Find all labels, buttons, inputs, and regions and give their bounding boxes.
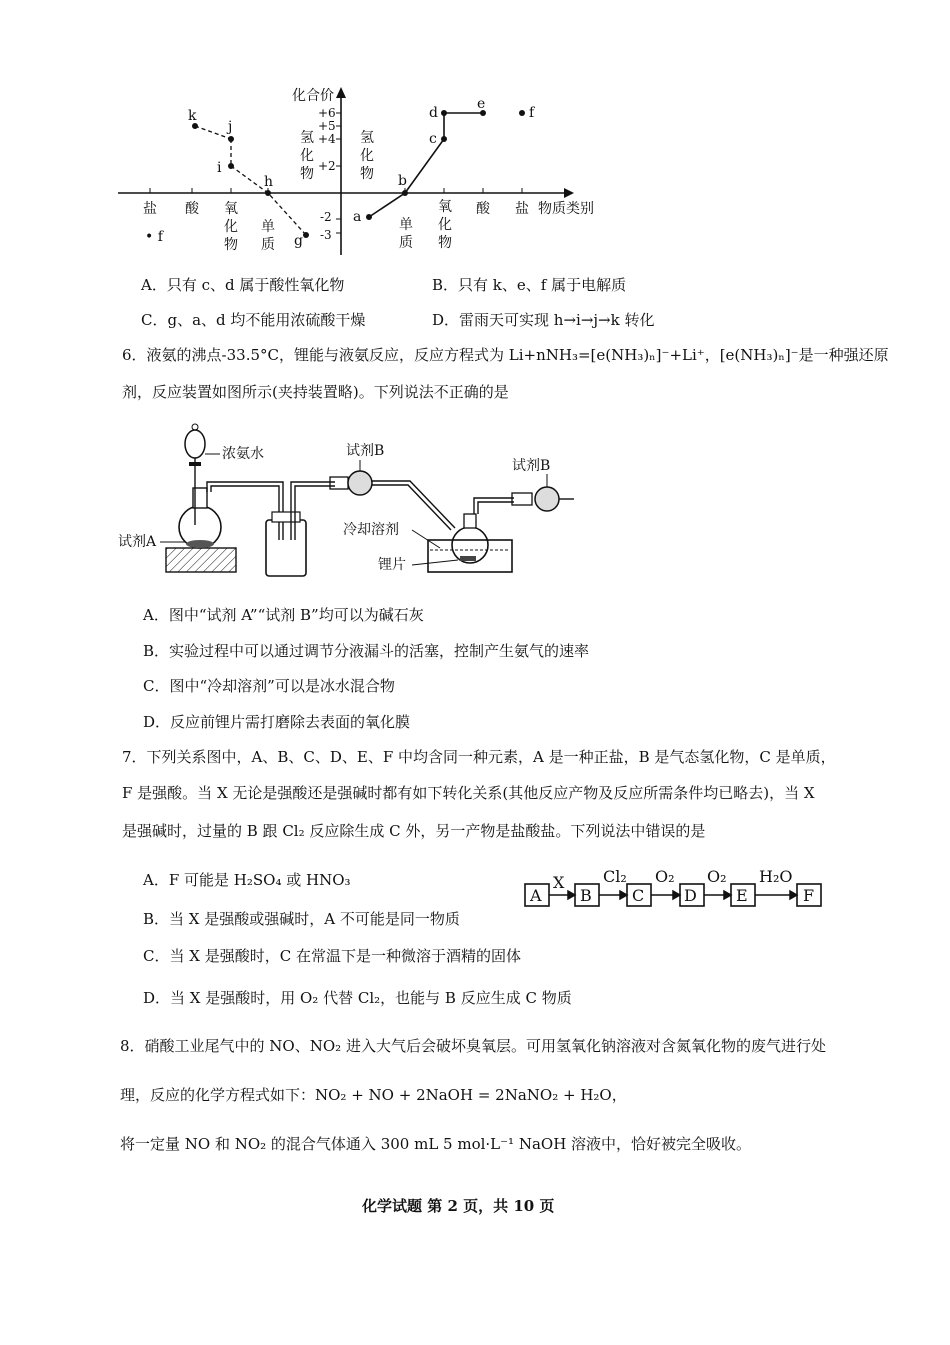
hydride-label-left — [300, 130, 314, 182]
svg-text:B: B — [580, 886, 592, 905]
q7-stem-line1: 7．下列关系图中，A、B、C、D、E、F 中均含同一种元素，A 是一种正盐，B 是气态氢化物，C 是单质， — [122, 748, 836, 766]
left-series-dashed — [195, 126, 231, 139]
svg-text:氢: 氢 — [300, 130, 314, 146]
point-f-left: • f — [145, 229, 163, 245]
q7-option-d: D．当 X 是强酸时，用 O₂ 代替 Cl₂，也能与 B 反应生成 C 物质 — [143, 989, 572, 1007]
funnel-stopper — [192, 424, 198, 430]
flow-arrow-label-h2o: H₂O — [759, 867, 793, 886]
q7-stem-line2: F 是强酸。当 X 无论是强酸还是强碱时都有如下转化关系(其他反应产物及反应所需条件均已略去)，当 X — [122, 784, 815, 802]
category-acid-right: 酸 — [476, 201, 490, 217]
conversion-flow-diagram — [515, 860, 835, 912]
point-c-label: c — [429, 131, 437, 147]
svg-text:质: 质 — [261, 237, 275, 253]
y-tick-label: -3 — [320, 228, 332, 242]
svg-text:单: 单 — [261, 219, 275, 235]
point-j-label: j — [228, 119, 233, 135]
q7-stem-line3: 是强碱时，过量的 B 跟 Cl₂ 反应除生成 C 外，另一产物是盐酸盐。下列说法中错误的是 — [122, 822, 706, 840]
heating-block — [166, 548, 236, 572]
q5-option-a: A．只有 c、d 属于酸性氧化物 — [141, 276, 345, 294]
flow-arrow-label-o2-2: O₂ — [707, 867, 727, 886]
category-element-left — [261, 219, 275, 253]
q7-option-a: A．F 可能是 H₂SO₄ 或 HNO₃ — [143, 871, 351, 889]
category-oxide-left — [224, 201, 238, 253]
point-i — [228, 163, 234, 169]
q6-option-b: B．实验过程中可以通过调节分液漏斗的活塞，控制产生氨气的速率 — [143, 642, 590, 660]
right-series-line — [369, 113, 483, 217]
x-axis-arrow — [564, 188, 574, 198]
q5-option-c: C．g、a、d 均不能用浓硫酸干燥 — [141, 311, 366, 329]
label-reagent-a: 试剂A — [118, 534, 157, 550]
q6-option-a: A．图中“试剂 A”“试剂 B”均可以为碱石灰 — [143, 606, 424, 624]
svg-text:化: 化 — [300, 148, 314, 164]
drying-tube-b2 — [535, 487, 559, 511]
svg-text:C: C — [632, 886, 645, 905]
y-tick-label: +4 — [318, 132, 336, 146]
label-coolant: 冷却溶剂 — [343, 522, 399, 538]
point-a-label: a — [353, 209, 362, 225]
point-b — [402, 190, 408, 196]
svg-text:物: 物 — [300, 166, 314, 182]
q7-option-b: B．当 X 是强酸或强碱时，A 不可能是同一物质 — [143, 910, 460, 928]
svg-text:化: 化 — [360, 148, 374, 164]
x-axis-label: 物质类别 — [538, 201, 594, 217]
q5-option-d: D．雷雨天可实现 h→i→j→k 转化 — [432, 311, 655, 329]
flow-arrow-label-x: X — [553, 873, 565, 892]
gas-tube-2 — [291, 482, 335, 540]
y-ticks — [318, 106, 341, 242]
point-h — [265, 190, 271, 196]
category-salt-left: 盐 — [143, 201, 157, 217]
y-axis-arrow — [336, 87, 346, 98]
q5-option-b: B．只有 k、e、f 属于电解质 — [432, 276, 627, 294]
point-h-label: h — [264, 174, 274, 190]
category-salt-right: 盐 — [515, 201, 529, 217]
svg-text:氧: 氧 — [224, 201, 238, 217]
point-g-label: g — [294, 233, 303, 249]
hydride-label-right — [360, 130, 374, 182]
reagent-a-solid — [186, 540, 214, 548]
svg-text:D: D — [684, 886, 697, 905]
svg-text:氧: 氧 — [438, 199, 452, 215]
q6-stem-line2: 剂，反应装置如图所示(夹持装置略)。下列说法不正确的是 — [122, 383, 509, 401]
page-footer: 化学试题 第 2 页，共 10 页 — [362, 1197, 555, 1215]
q6-option-d: D．反应前锂片需打磨除去表面的氧化膜 — [143, 713, 411, 731]
svg-text:物: 物 — [224, 237, 238, 253]
svg-text:氢: 氢 — [360, 130, 374, 146]
point-d-label: d — [429, 105, 438, 121]
point-j — [228, 136, 234, 142]
gas-tube-1 — [207, 482, 283, 540]
flow-arrow-label-cl2: Cl₂ — [603, 867, 627, 886]
label-reagent-b1: 试剂B — [346, 443, 385, 459]
separatory-funnel — [185, 430, 205, 458]
svg-text:F: F — [803, 886, 815, 905]
q7-option-c: C．当 X 是强酸时，C 在常温下是一种微溶于酒精的固体 — [143, 947, 521, 965]
label-lithium: 锂片 — [378, 557, 406, 573]
svg-text:物: 物 — [438, 235, 452, 251]
svg-text:A: A — [530, 886, 542, 905]
point-e-label: e — [477, 96, 486, 112]
funnel-stopcock — [189, 462, 201, 466]
point-f-right — [519, 110, 525, 116]
category-oxide-right — [438, 199, 452, 251]
category-acid-left: 酸 — [185, 201, 199, 217]
category-element-right — [399, 217, 413, 251]
flow-arrow-label-o2-1: O₂ — [655, 867, 675, 886]
safety-bottle — [266, 520, 306, 576]
point-f-right-label: f — [529, 105, 535, 121]
y-tick-label: -2 — [320, 210, 332, 224]
q6-stem-line1: 6．液氨的沸点-33.5°C，锂能与液氨反应，反应方程式为 Li+nNH₃=[e(NH₃)ₙ]⁻+Li⁺，[e(NH₃)ₙ]⁻是一种强还原 — [122, 346, 889, 364]
ammonia-apparatus-diagram — [0, 410, 950, 595]
point-g — [303, 232, 309, 238]
drying-tube-b1 — [348, 471, 372, 495]
y-tick-label: +6 — [318, 106, 336, 120]
q8-stem-line3: 将一定量 NO 和 NO₂ 的混合气体通入 300 mL 5 mol·L⁻¹ NaOH 溶液中，恰好被完全吸收。 — [120, 1135, 752, 1153]
valence-category-chart — [0, 0, 950, 270]
q8-stem-line2: 理，反应的化学方程式如下：NO₂ + NO + 2NaOH = 2NaNO₂ + H₂O， — [120, 1086, 627, 1104]
svg-text:化: 化 — [438, 217, 452, 233]
point-k-label: k — [188, 108, 197, 124]
svg-text:物: 物 — [360, 166, 374, 182]
point-b-label: b — [398, 173, 407, 189]
svg-text:E: E — [736, 886, 748, 905]
y-tick-label: +2 — [318, 159, 336, 173]
point-i-label: i — [217, 160, 222, 176]
svg-text:化: 化 — [224, 219, 238, 235]
svg-text:单: 单 — [399, 217, 413, 233]
point-c — [441, 136, 447, 142]
q6-option-c: C．图中“冷却溶剂”可以是冰水混合物 — [143, 677, 395, 695]
point-a — [366, 214, 372, 220]
y-axis-label: 化合价 — [292, 88, 334, 104]
gas-tube-4 — [474, 498, 514, 514]
label-ammonia-water: 浓氨水 — [222, 446, 264, 462]
q8-stem-line1: 8．硝酸工业尾气中的 NO、NO₂ 进入大气后会破坏臭氧层。可用氢氧化钠溶液对含氮氧化物的废气进行处 — [120, 1037, 826, 1055]
label-reagent-b2: 试剂B — [512, 458, 551, 474]
y-tick-label: +5 — [318, 119, 336, 133]
lithium-piece — [460, 556, 476, 561]
point-d — [441, 110, 447, 116]
svg-text:质: 质 — [399, 235, 413, 251]
